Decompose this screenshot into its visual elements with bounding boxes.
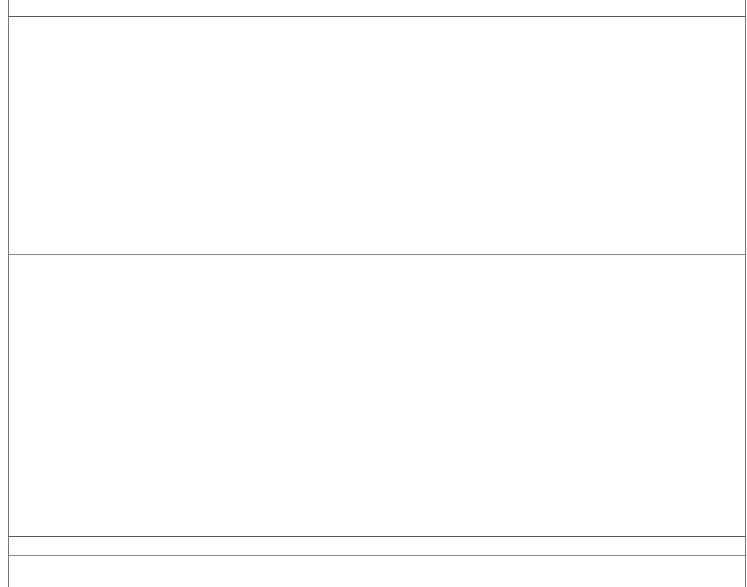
ogtt-note-block bbox=[9, 86, 745, 255]
section-header-chemistry bbox=[9, 0, 745, 17]
lab-results-table bbox=[8, 0, 746, 587]
table-row bbox=[9, 537, 745, 556]
section-header-proteins bbox=[9, 519, 745, 537]
